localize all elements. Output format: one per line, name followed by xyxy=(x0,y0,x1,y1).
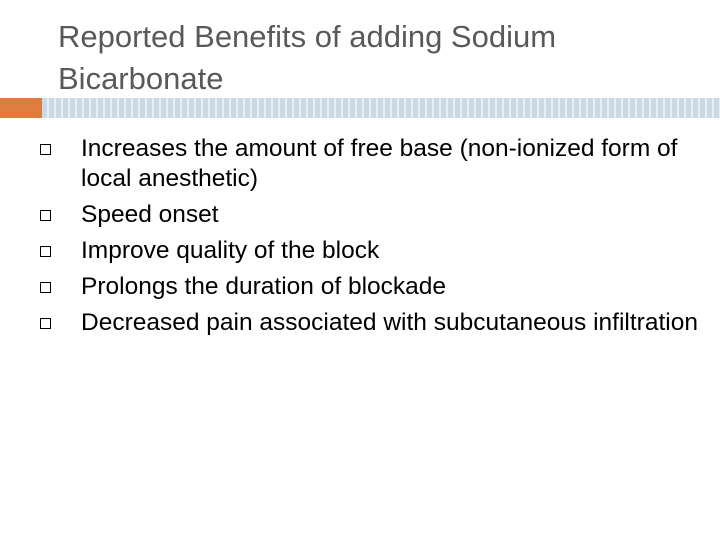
bullet-text: Improve quality of the block xyxy=(81,237,380,264)
accent-bar-blue xyxy=(42,98,720,118)
square-bullet-icon xyxy=(40,144,51,155)
accent-bar-orange xyxy=(0,98,42,118)
square-bullet-icon xyxy=(40,210,51,221)
bullet-text: Increases the amount of free base (non-ionized form of local anesthetic) xyxy=(81,135,678,192)
square-bullet-icon xyxy=(40,282,51,293)
bullet-text: Decreased pain associated with subcutaneous infiltration xyxy=(81,309,698,336)
bullet-list xyxy=(40,134,700,344)
bullet-item xyxy=(40,200,700,230)
bullet-text: Speed onset xyxy=(81,201,219,228)
square-bullet-icon xyxy=(40,318,51,329)
bullet-item xyxy=(40,308,700,338)
square-bullet-icon xyxy=(40,246,51,257)
bullet-item xyxy=(40,134,700,194)
bullet-item xyxy=(40,272,700,302)
bullet-item xyxy=(40,236,700,266)
slide-title: Reported Benefits of adding Sodium Bicarbonate xyxy=(58,19,557,96)
bullet-text: Prolongs the duration of blockade xyxy=(81,273,447,300)
